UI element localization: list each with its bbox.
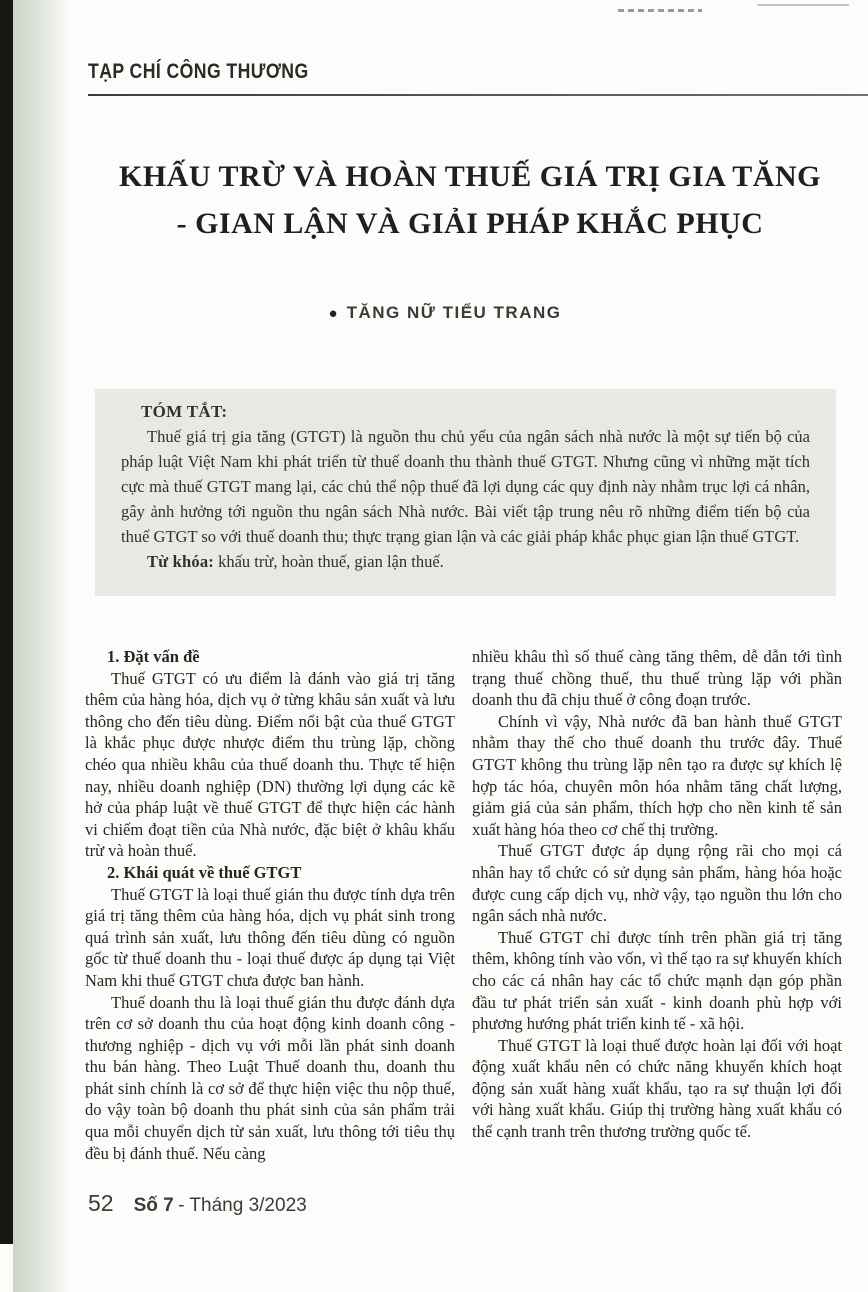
body-paragraph: Thuế GTGT được áp dụng rộng rãi cho mọi cá nhân hay tổ chức có sử dụng sản phẩm, hàng hóa hoặc được cung cấp dịch vụ, nhờ vậy, tạo nguồn thu lớn cho ngân sách nhà nước.: [472, 841, 842, 926]
right-column: [472, 646, 842, 1164]
abstract-box: [95, 389, 836, 596]
author-line: [65, 303, 825, 323]
author-name: TĂNG NỮ TIỂU TRANG: [346, 303, 562, 322]
body-paragraph: Thuế doanh thu là loại thuế gián thu được đánh dựa trên cơ sở doanh thu của hoạt động kinh doanh công - thương nghiệp - dịch vụ với mỗi lần phát sinh doanh thu bán hàng. Theo Luật Thuế doanh thu, doanh thu phát sinh chính là cơ sở để thực hiện việc thu nộp thuế, do vậy toàn bộ doanh thu phát sinh của sản phẩm trải qua mỗi chuyển dịch từ sản xuất, lưu thông tới tiêu thụ đều bị đánh thuế. Nếu càng: [85, 992, 455, 1163]
issue-date: - Tháng 3/2023: [178, 1195, 307, 1216]
book-spine-bar: [0, 0, 13, 1244]
body-paragraph: Thuế GTGT có ưu điểm là đánh vào giá trị tăng thêm của hàng hóa, dịch vụ ở từng khâu sản xuất và lưu thông cho đến tiêu dùng. Điểm nổi bật của thuế GTGT là khắc phục được nhược điểm thu trùng lặp, chồng chéo qua nhiều khâu của thuế doanh thu. Thực tế hiện nay, nhiều doanh nghiệp (DN) thường lợi dụng các kẽ hở của pháp luật về thuế GTGT để thực hiện các hành vi chiếm đoạt tiền của Nhà nước, đặc biệt ở khâu khấu trừ và hoàn thuế.: [85, 668, 455, 861]
article-title-line1: KHẤU TRỪ VÀ HOÀN THUẾ GIÁ TRỊ GIA TĂNG: [119, 160, 821, 193]
body-paragraph: Thuế GTGT chỉ được tính trên phần giá trị tăng thêm, không tính vào vốn, vì thế tạo ra sự khuyến khích cho các cá nhân hay các tổ chức mạnh dạn góp phần đầu tư phát triển sản xuất - kinh doanh phù hợp với phương hướng phát triển kinh tế - xã hội.: [472, 927, 842, 1034]
issue-label: Số 7: [133, 1195, 174, 1216]
left-column: [85, 646, 455, 1164]
body-paragraph: Thuế GTGT là loại thuế gián thu được tính dựa trên giá trị tăng thêm của hàng hóa, dịch vụ phát sinh trong quá trình sản xuất, lưu thông đến tiêu dùng có nguồn gốc từ thuế doanh thu - loại thuế được áp dụng tại Việt Nam khi thuế GTGT chưa được ban hành.: [85, 884, 455, 990]
abstract-heading: TÓM TẮT:: [141, 402, 228, 421]
page-footer: [88, 1190, 307, 1217]
keywords-label: Từ khóa:: [147, 552, 214, 571]
journal-name: TẠP CHÍ CÔNG THƯƠNG: [88, 60, 309, 83]
body-paragraph-continued: nhiều khâu thì số thuế càng tăng thêm, dễ dẫn tới tình trạng thuế chồng thuế, thu thuế trùng lặp với phần doanh thu đã chịu thuế ở công đoạn trước.: [472, 647, 842, 710]
author-bullet-icon: ●: [328, 305, 338, 322]
abstract-keywords: [121, 549, 810, 574]
page-number: 52: [88, 1190, 114, 1216]
section-heading-1: 1. Đặt vấn đề: [107, 647, 200, 666]
scan-artifact: [618, 9, 702, 12]
body-columns: [85, 646, 842, 1164]
article-title: [90, 153, 850, 247]
header-rule: [88, 94, 868, 96]
article-title-line2: - GIAN LẬN VÀ GIẢI PHÁP KHẮC PHỤC: [176, 207, 764, 240]
body-paragraph: Chính vì vậy, Nhà nước đã ban hành thuế GTGT nhằm thay thế cho thuế doanh thu trước đây. Thuế GTGT không thu trùng lặp nên tạo ra được sự khích lệ hợp tác hóa, chuyên môn hóa nhằm tăng chất lượng, giảm giá của sản phẩm, thích hợp cho nền kinh tế sản xuất hàng hóa theo cơ chế thị trường.: [472, 711, 842, 839]
section-heading-2: 2. Khái quát về thuế GTGT: [107, 862, 302, 882]
keywords-text: khấu trừ, hoàn thuế, gian lận thuế.: [218, 552, 444, 571]
scan-artifact: [757, 4, 849, 6]
body-paragraph: Thuế GTGT là loại thuế được hoàn lại đối với hoạt động xuất khẩu nên có chức năng khuyến khích hoạt động sản xuất hàng xuất khẩu, tạo ra sự thuận lợi đối với hàng xuất khẩu. Giúp thị trường hàng xuất khẩu có thể cạnh tranh trên thương trường quốc tế.: [472, 1035, 842, 1142]
abstract-body: Thuế giá trị gia tăng (GTGT) là nguồn thu chủ yếu của ngân sách nhà nước là một sự tiến bộ của pháp luật Việt Nam khi phát triển từ thuế doanh thu thành thuế GTGT. Nhưng cũng vì những mặt tích cực mà thuế GTGT mang lại, các chủ thể nộp thuế đã lợi dụng các quy định này nhằm trục lợi cá nhân, gây ảnh hưởng tới nguồn thu ngân sách Nhà nước. Bài viết tập trung nêu rõ những điểm tiến bộ của thuế GTGT so với thuế doanh thu; thực trạng gian lận và các giải pháp khắc phục gian lận thuế GTGT.: [121, 427, 810, 546]
page-gutter-shadow: [13, 0, 70, 1292]
